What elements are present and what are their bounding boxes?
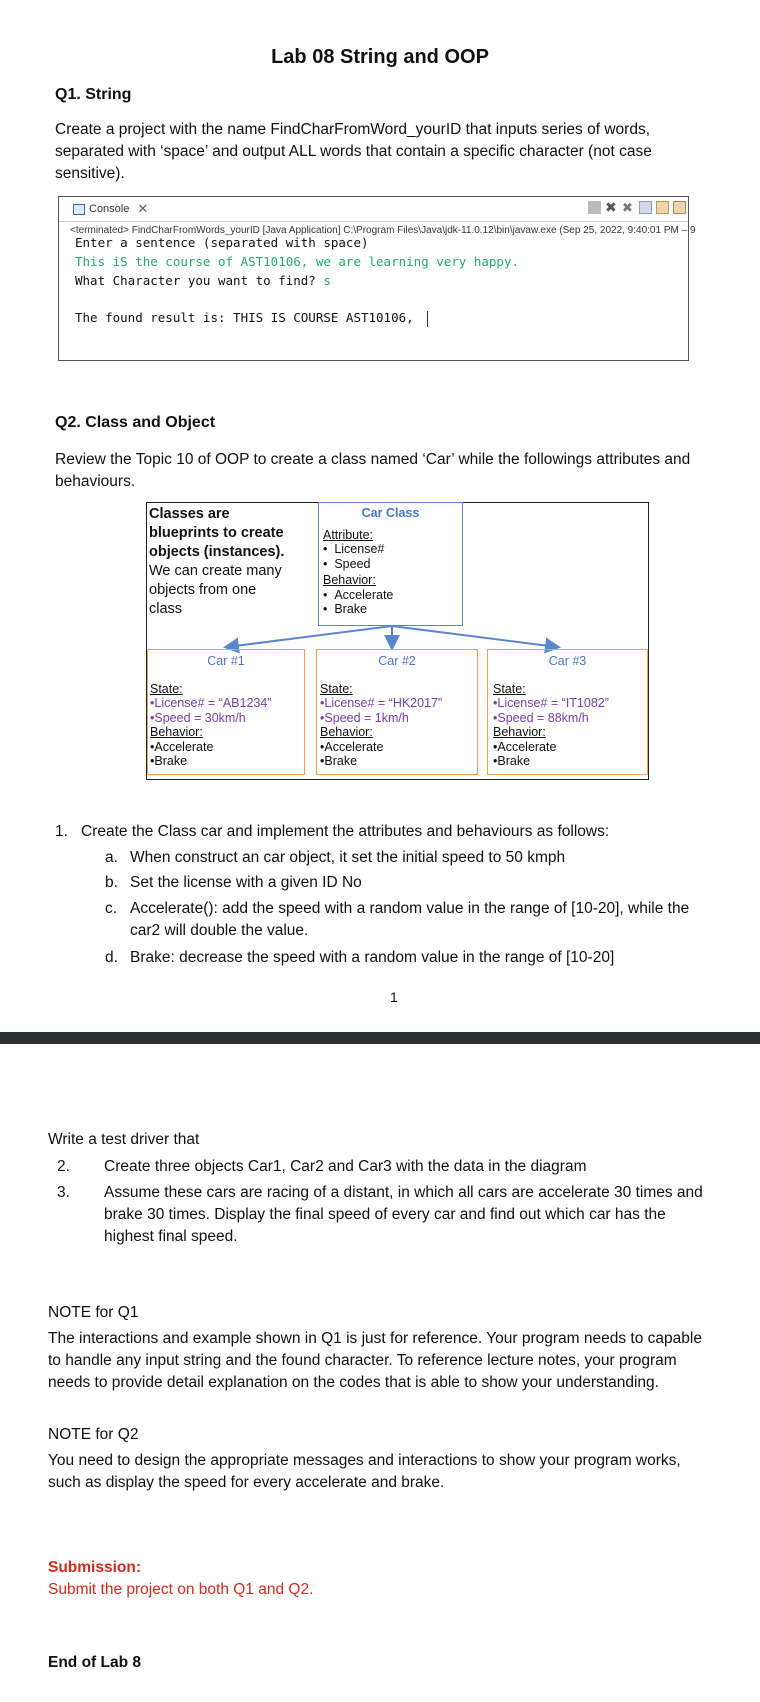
task-a: When construct an car object, it set the initial speed to 50 kmph <box>130 849 566 866</box>
remove-launch-icon[interactable]: ✖ <box>605 199 617 215</box>
car1-accelerate: •Accelerate <box>150 739 214 754</box>
task-a-label: a. <box>105 849 118 866</box>
car2-speed: •Speed = 1km/h <box>320 710 409 725</box>
terminate-icon[interactable] <box>588 201 601 214</box>
car1-brake: •Brake <box>150 754 188 768</box>
console-output-line3 <box>75 273 331 288</box>
word-wrap-icon[interactable] <box>656 201 669 214</box>
note-q1-line2: to handle any input string and the found character. To reference lecture notes, your program <box>48 1352 677 1369</box>
console-prompt: What Character you want to find? <box>75 273 324 288</box>
q2-heading: Q2. Class and Object <box>55 414 216 431</box>
car3-state-label: State: <box>493 681 526 696</box>
intro-line2: blueprints to create <box>149 525 284 541</box>
car3-behavior-label: Behavior: <box>493 725 546 739</box>
behavior-brake: • Brake <box>323 602 367 616</box>
q2-description-line2: behaviours. <box>55 473 136 490</box>
driver-item2: Create three objects Car1, Car2 and Car3 with the data in the diagram <box>104 1158 587 1175</box>
car1-state-label: State: <box>150 681 183 696</box>
console-header <box>59 197 688 222</box>
task-d: Brake: decrease the speed with a random value in the range of [10-20] <box>130 949 615 966</box>
car1-box <box>147 649 305 775</box>
car2-box <box>316 649 478 775</box>
console-terminated-line: <terminated> FindCharFromWords_yourID [Java Application] C:\Program Files\Java\jdk-11.0.12\bin\javaw.exe (Sep 25, 2022, 9:40:01 PM – 9 <box>70 225 696 236</box>
console-tab-label: Console <box>89 203 130 215</box>
attribute-license: • License# <box>323 542 385 556</box>
task-b: Set the license with a given ID No <box>130 874 362 891</box>
q2-description-line1: Review the Topic 10 of OOP to create a class named ‘Car’ while the followings attributes and <box>55 451 691 468</box>
console-icon <box>73 204 85 215</box>
submission-text: Submit the project on both Q1 and Q2. <box>48 1581 314 1598</box>
intro-line6: class <box>149 601 183 617</box>
car2-behavior-label: Behavior: <box>320 725 373 739</box>
car3-license: •License# = “IT1082” <box>493 696 609 710</box>
task-b-label: b. <box>105 874 118 891</box>
car2-title: Car #2 <box>378 654 416 668</box>
car2-state-label: State: <box>320 681 353 696</box>
car3-brake: •Brake <box>493 754 531 768</box>
console-toolbar <box>588 201 686 214</box>
car3-accelerate: •Accelerate <box>493 739 557 754</box>
task-c-line1: Accelerate(): add the speed with a random value in the range of [10-20], while the <box>130 900 690 917</box>
text-cursor <box>427 311 428 327</box>
console-output-line1: Enter a sentence (separated with space) <box>75 235 369 250</box>
car2-brake: •Brake <box>320 754 358 768</box>
task-c-line2: car2 will double the value. <box>130 922 309 939</box>
q1-heading: Q1. String <box>55 86 132 103</box>
car-class-diagram <box>146 502 649 780</box>
page-title: Lab 08 String and OOP <box>271 46 489 68</box>
driver-intro: Write a test driver that <box>48 1131 200 1148</box>
behavior-accelerate: • Accelerate <box>323 587 394 602</box>
intro-line3: objects (instances). <box>149 544 285 560</box>
console-result: The found result is: THIS IS COURSE AST10106, <box>75 310 422 325</box>
driver-item3-line1: Assume these cars are racing of a distant, in which all cars are accelerate 30 times and <box>104 1184 703 1201</box>
car1-speed: •Speed = 30km/h <box>150 710 246 725</box>
q1-description-line3: sensitive). <box>55 165 125 182</box>
arrow-to-car1 <box>227 626 392 647</box>
car2-accelerate: •Accelerate <box>320 739 384 754</box>
scroll-lock-icon[interactable] <box>639 201 652 214</box>
page-number: 1 <box>390 989 398 1005</box>
intro-line1: Classes are <box>149 506 230 522</box>
q1-description-line1: Create a project with the name FindCharFromWord_yourID that inputs series of words, <box>55 121 650 138</box>
console-tab[interactable] <box>73 201 148 217</box>
intro-line5: objects from one <box>149 582 257 598</box>
note-q1-line1: The interactions and example shown in Q1 is just for reference. Your program needs to capable <box>48 1330 702 1347</box>
page-divider <box>0 1032 760 1044</box>
console-output-line2: This iS the course of AST10106, we are learning very happy. <box>75 254 520 269</box>
arrow-to-car3 <box>392 626 557 647</box>
pin-console-icon[interactable] <box>673 201 686 214</box>
behavior-label: Behavior: <box>323 573 376 587</box>
task-1: Create the Class car and implement the attributes and behaviours as follows: <box>81 823 610 840</box>
class-title: Car Class <box>361 506 420 520</box>
attribute-speed: • Speed <box>323 556 371 571</box>
car2-license: •License# = “HK2017” <box>320 696 443 710</box>
attribute-label: Attribute: <box>323 527 374 542</box>
driver-item3-number: 3. <box>57 1184 70 1201</box>
car1-title: Car #1 <box>207 654 245 668</box>
console-user-input: s <box>323 273 331 288</box>
task-c-label: c. <box>105 900 118 917</box>
note-q1-heading: NOTE for Q1 <box>48 1304 139 1321</box>
car3-title: Car #3 <box>548 654 587 668</box>
note-q1-line3: needs to provide detail explanation on the codes that is able to show your understanding. <box>48 1374 659 1391</box>
car3-speed: •Speed = 88km/h <box>493 710 589 725</box>
driver-item2-number: 2. <box>57 1158 70 1175</box>
driver-item3-line2: brake 30 times. Display the final speed of every car and find out which car has the <box>104 1206 666 1223</box>
console-output-line4 <box>75 310 428 327</box>
intro-line4: We can create many <box>149 563 282 579</box>
task-1-number: 1. <box>55 823 68 840</box>
close-icon[interactable]: ✕ <box>137 201 149 216</box>
remove-all-icon[interactable]: ✖ <box>622 200 633 215</box>
note-q2-heading: NOTE for Q2 <box>48 1426 139 1443</box>
task-d-label: d. <box>105 949 118 966</box>
car1-behavior-label: Behavior: <box>150 725 203 739</box>
driver-item3-line3: highest final speed. <box>104 1228 238 1245</box>
submission-heading: Submission: <box>48 1559 142 1576</box>
car3-box <box>487 649 648 775</box>
q1-description-line2: separated with ‘space’ and output ALL words that contain a specific character (not case <box>55 143 652 160</box>
car1-license: •License# = “AB1234” <box>150 696 272 710</box>
note-q2-line2: such as display the speed for every accelerate and brake. <box>48 1474 445 1491</box>
end-of-lab: End of Lab 8 <box>48 1654 141 1671</box>
console-window <box>58 196 696 361</box>
note-q2-line1: You need to design the appropriate messages and interactions to show your program works, <box>48 1452 681 1469</box>
